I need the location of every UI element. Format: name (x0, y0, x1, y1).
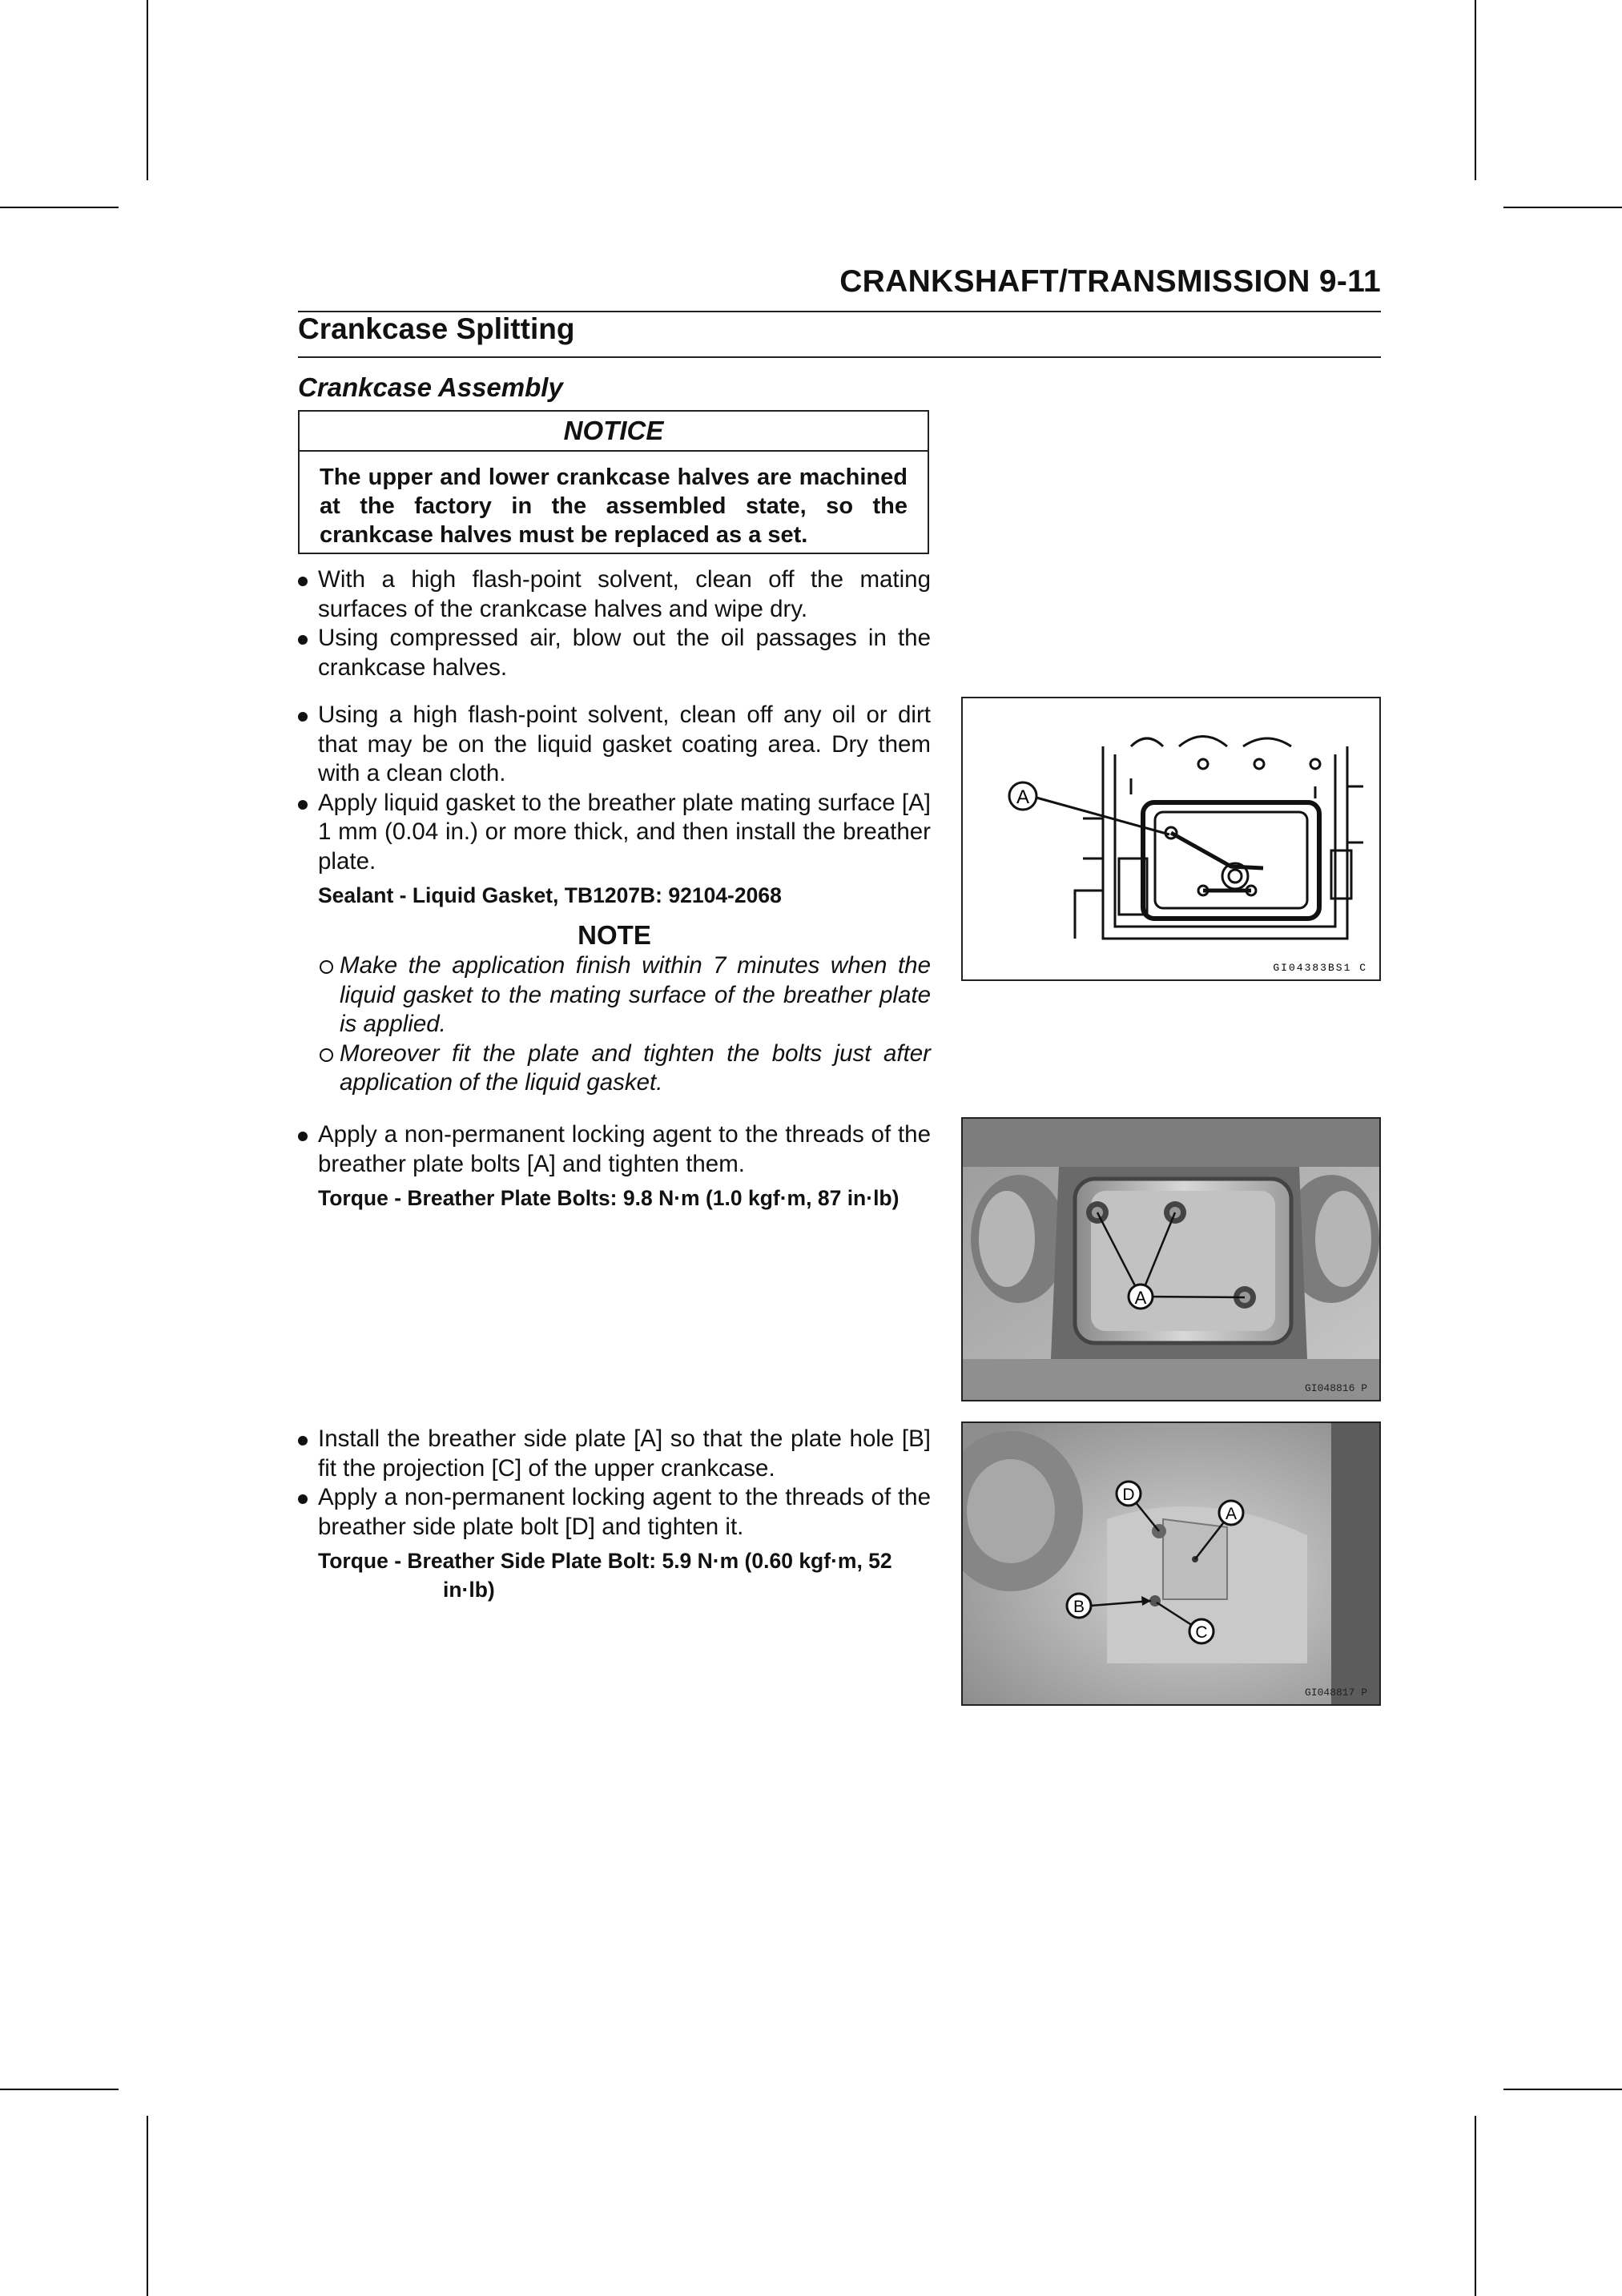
section-rule (298, 356, 1381, 358)
torque-spec-continued: in·lb) (443, 1578, 495, 1602)
crop-mark (1475, 2116, 1476, 2296)
notice-box (298, 410, 929, 554)
callout-label: A (1016, 786, 1030, 808)
crop-mark (147, 2116, 148, 2296)
crop-mark (1503, 2089, 1622, 2090)
figure-breather-plate-drawing (961, 697, 1381, 981)
callout-label-b: B (1073, 1598, 1085, 1616)
list-item: Install the breather side plate [A] so that the plate hole [B] fit the projection [C] of the upper crankcase. (298, 1425, 931, 1483)
callout-label-c: C (1195, 1623, 1208, 1642)
steps-group-1 (298, 565, 931, 682)
list-item: Apply a non-permanent locking agent to the threads of the breather plate bolts [A] and tighten them. (298, 1120, 931, 1179)
breather-plate-photo (963, 1119, 1379, 1400)
steps-group-4 (298, 1425, 931, 1604)
crop-mark (147, 0, 148, 180)
figure-breather-side-plate-photo (961, 1421, 1381, 1706)
crop-mark (1503, 207, 1622, 208)
crop-mark (0, 2089, 119, 2090)
note-heading: NOTE (578, 920, 651, 950)
breather-plate-drawing (963, 698, 1379, 979)
breather-side-plate-photo (963, 1423, 1379, 1704)
note-item: Make the application finish within 7 minutes when the liquid gasket to the mating surface of the breather plate is applied. (298, 951, 931, 1039)
page-title: CRANKSHAFT/TRANSMISSION 9-11 (839, 264, 1381, 299)
crop-mark (1475, 0, 1476, 180)
note-item: Moreover fit the plate and tighten the bolts just after application of the liquid gasket. (298, 1039, 931, 1098)
list-item: Using compressed air, blow out the oil passages in the crankcase halves. (298, 624, 931, 682)
figure-code: GI04383BS1 C (1273, 962, 1367, 974)
subsection-title: Crankcase Assembly (298, 372, 563, 402)
notice-heading: NOTICE (300, 412, 928, 452)
figure-code: GI048816 P (1304, 1382, 1367, 1394)
list-item: With a high flash-point solvent, clean off the mating surfaces of the crankcase halves and wipe dry. (298, 565, 931, 624)
list-item: Apply a non-permanent locking agent to the threads of the breather side plate bolt [D] and tighten it. (298, 1483, 931, 1542)
torque-spec: Torque - Breather Side Plate Bolt: 5.9 N·m (0.60 kgf·m, 52 (318, 1549, 892, 1573)
notice-text: The upper and lower crankcase halves are machined at the factory in the assembled state, so the crankcase halves must be replaced as a set. (320, 464, 908, 548)
steps-group-3 (298, 1120, 931, 1212)
callout-label: A (1134, 1288, 1147, 1308)
crop-mark (0, 207, 119, 208)
torque-spec: Torque - Breather Plate Bolts: 9.8 N·m (1.0 kgf·m, 87 in·lb) (318, 1186, 900, 1210)
figure-code: GI048817 P (1304, 1687, 1367, 1699)
list-item: Apply liquid gasket to the breather plate mating surface [A] 1 mm (0.04 in.) or more thick, and then install the breather plate. (298, 789, 931, 877)
list-item: Using a high flash-point solvent, clean off any oil or dirt that may be on the liquid gasket coating area. Dry them with a clean cloth. (298, 701, 931, 789)
steps-group-2 (298, 701, 931, 1098)
section-title: Crankcase Splitting (298, 312, 575, 345)
figure-breather-plate-photo (961, 1117, 1381, 1401)
callout-label-a: A (1225, 1505, 1238, 1523)
sealant-spec: Sealant - Liquid Gasket, TB1207B: 92104-2068 (318, 883, 782, 907)
callout-label-d: D (1122, 1486, 1135, 1504)
